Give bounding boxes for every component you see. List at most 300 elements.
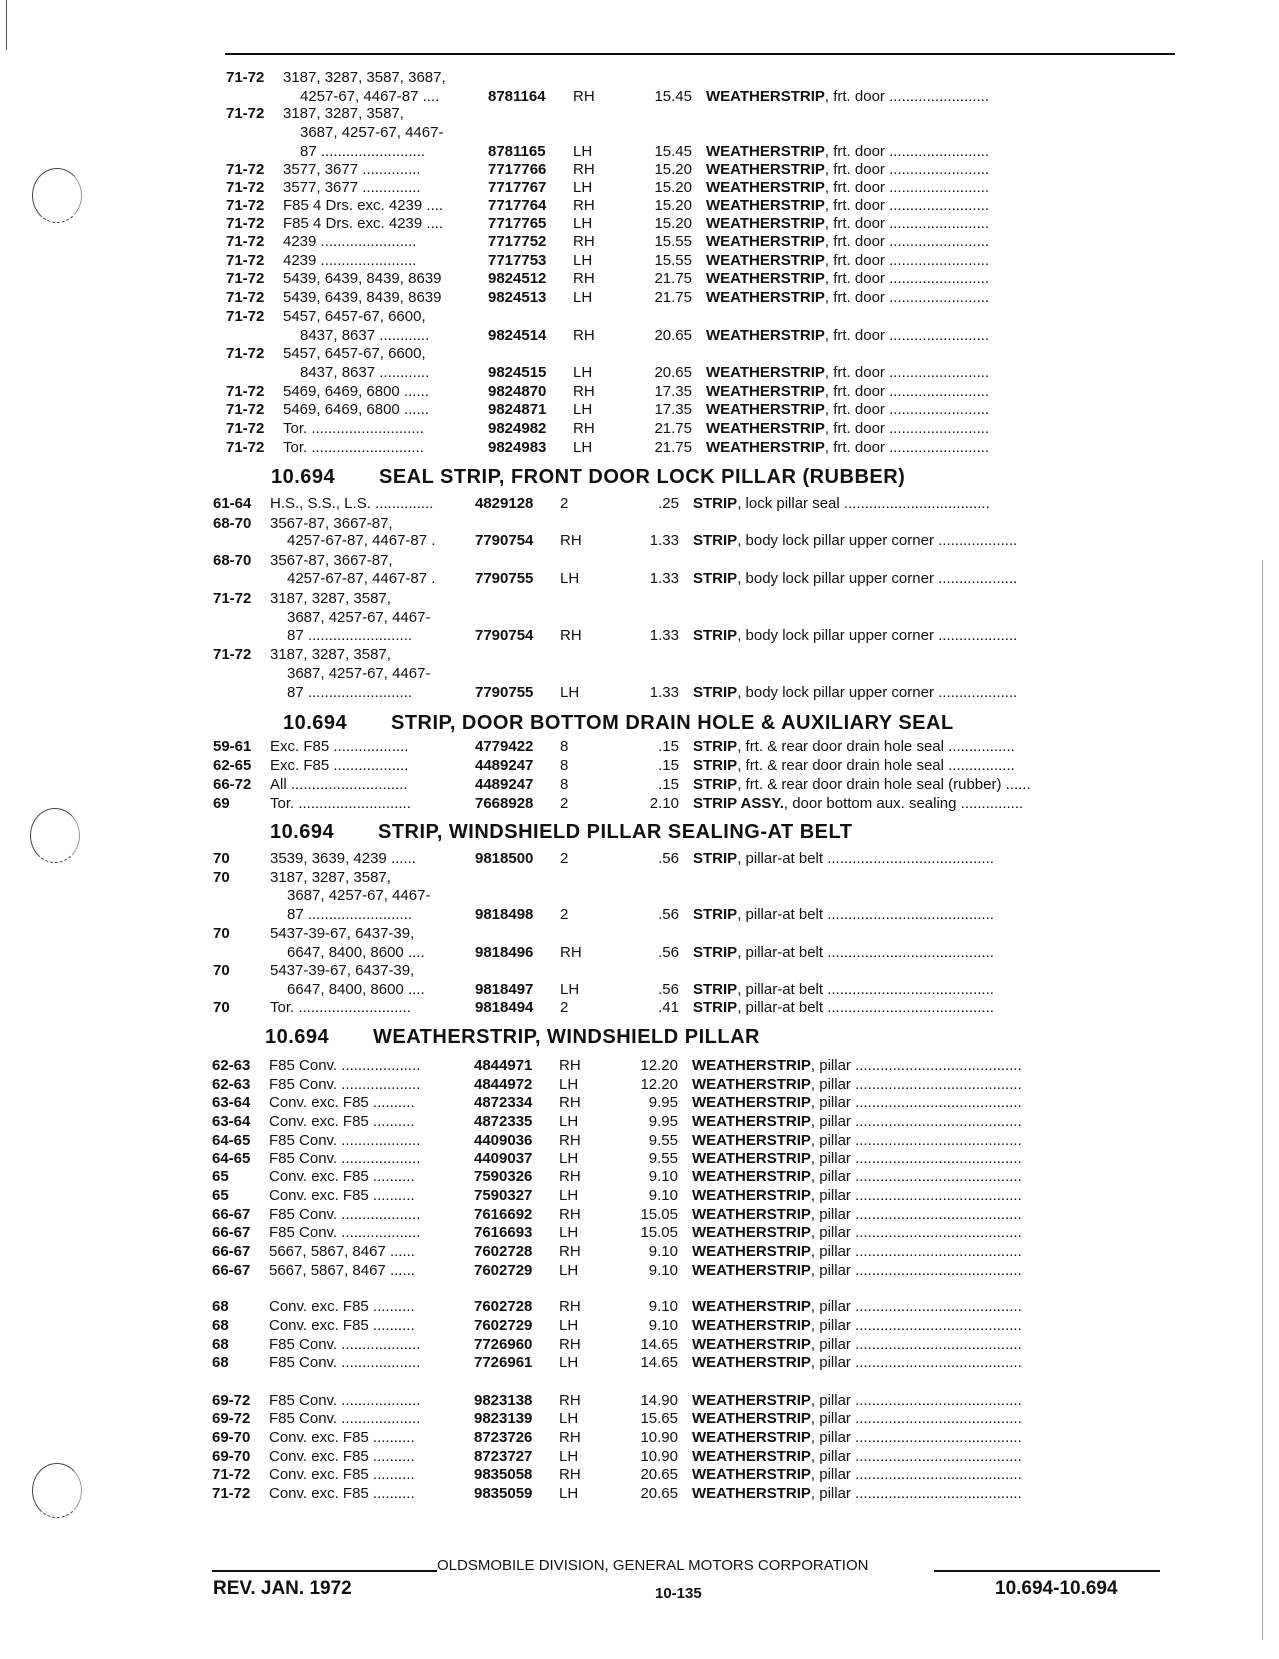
list-price: 1.33: [649, 570, 679, 587]
quantity-side: LH: [559, 1187, 579, 1204]
list-price: .25: [658, 495, 679, 512]
part-name-detail: , pillar-at belt ........................................: [737, 944, 994, 961]
model-description: Conv. exc. F85 ..........: [269, 1429, 415, 1446]
part-name-detail: , frt. door ........................: [824, 270, 990, 287]
model-year: 66-67: [212, 1243, 251, 1260]
table-row: [0, 495, 1279, 513]
part-name: [693, 795, 1170, 813]
part-name-detail: , pillar ........................................: [810, 1298, 1022, 1315]
model-description: Conv. exc. F85 ..........: [269, 1317, 415, 1334]
part-name-detail: , frt. door ........................: [824, 88, 990, 105]
model-description: 3687, 4257-67, 4467-: [287, 887, 431, 904]
model-description: 4257-67-87, 4467-87 .: [287, 532, 436, 549]
table-row: [0, 665, 1279, 683]
model-description: F85 Conv. ...................: [269, 1150, 421, 1167]
part-number: 8723727: [474, 1448, 533, 1465]
table-row: [0, 552, 1279, 570]
part-number: 9823139: [474, 1410, 533, 1427]
part-name-detail: , frt. door ........................: [824, 179, 990, 196]
part-number: 9818496: [475, 944, 534, 961]
list-price: 9.10: [648, 1168, 678, 1185]
list-price: 15.20: [654, 215, 692, 232]
part-number: 7717766: [488, 161, 547, 178]
part-name: [693, 570, 1170, 588]
list-price: 20.65: [654, 364, 692, 381]
part-name: [693, 944, 1170, 962]
model-year: 69-72: [212, 1410, 251, 1427]
list-price: 9.95: [648, 1094, 678, 1111]
part-number: 7717767: [488, 179, 547, 196]
model-year: 71-72: [212, 1466, 251, 1483]
table-row: [0, 1113, 1279, 1131]
quantity-side: LH: [560, 570, 580, 587]
model-description: Conv. exc. F85 ..........: [269, 1298, 415, 1315]
part-number: 9824982: [488, 420, 547, 437]
model-description: Exc. F85 ..................: [270, 757, 409, 774]
list-price: 20.65: [640, 1466, 678, 1483]
table-row: [0, 850, 1279, 868]
part-name-bold: WEATHERSTRIP: [706, 233, 825, 250]
list-price: 14.65: [640, 1336, 678, 1353]
part-name-bold: WEATHERSTRIP: [692, 1466, 811, 1483]
part-number: 7717752: [488, 233, 547, 250]
part-name-detail: , pillar ........................................: [810, 1466, 1022, 1483]
list-price: 12.20: [640, 1057, 678, 1074]
part-number: 9818494: [475, 999, 534, 1016]
table-row: [0, 401, 1279, 419]
table-row: [0, 1132, 1279, 1150]
part-name-bold: WEATHERSTRIP: [692, 1113, 811, 1130]
quantity-side: RH: [559, 1057, 581, 1074]
quantity-side: RH: [573, 270, 595, 287]
table-row: [0, 161, 1279, 179]
model-year: 71-72: [226, 105, 265, 122]
part-name-detail: , frt. & rear door drain hole seal ................: [737, 738, 1015, 755]
part-name: [706, 383, 1170, 401]
part-number: 9835059: [474, 1485, 533, 1502]
model-description: 6647, 8400, 8600 ....: [287, 981, 425, 998]
part-name-bold: WEATHERSTRIP: [706, 289, 825, 306]
model-year: 70: [213, 869, 230, 886]
part-name: [692, 1429, 1170, 1447]
quantity-side: RH: [573, 88, 595, 105]
model-year: 71-72: [226, 289, 265, 306]
table-row: [0, 420, 1279, 438]
table-row: [0, 1206, 1279, 1224]
model-description: 3687, 4257-67, 4467-: [287, 665, 431, 682]
list-price: 1.33: [649, 532, 679, 549]
model-year: 68-70: [213, 552, 252, 569]
quantity-side: RH: [559, 1132, 581, 1149]
model-year: 70: [213, 850, 230, 867]
model-year: 62-63: [212, 1057, 251, 1074]
quantity-side: LH: [573, 252, 593, 269]
model-description: 5437-39-67, 6437-39,: [270, 925, 415, 942]
section-number: 10.694: [265, 1026, 330, 1048]
quantity-side: LH: [559, 1076, 579, 1093]
part-name: [692, 1076, 1170, 1094]
table-row: [0, 570, 1279, 588]
table-row: [0, 327, 1279, 345]
quantity-side: LH: [559, 1150, 579, 1167]
model-description: F85 Conv. ...................: [269, 1224, 421, 1241]
list-price: 21.75: [654, 439, 692, 456]
model-year: 71-72: [213, 646, 252, 663]
part-name-detail: , pillar ........................................: [810, 1448, 1022, 1465]
list-price: 9.95: [648, 1113, 678, 1130]
list-price: .56: [658, 981, 679, 998]
part-number: 7616693: [474, 1224, 533, 1241]
part-name: [692, 1392, 1170, 1410]
quantity-side: LH: [559, 1354, 579, 1371]
part-name: [706, 401, 1170, 419]
model-description: 5457, 6457-67, 6600,: [283, 308, 426, 325]
part-number: 9818500: [475, 850, 534, 867]
part-number: 9824871: [488, 401, 547, 418]
part-name-bold: STRIP ASSY.: [693, 795, 784, 812]
model-year: 71-72: [226, 197, 265, 214]
model-description: 5667, 5867, 8467 ......: [269, 1262, 415, 1279]
part-name-bold: WEATHERSTRIP: [692, 1243, 811, 1260]
model-year: 70: [213, 962, 230, 979]
list-price: 20.65: [640, 1485, 678, 1502]
quantity-side: RH: [559, 1298, 581, 1315]
quantity-side: LH: [573, 289, 593, 306]
model-year: 65: [212, 1168, 229, 1185]
part-number: 7726960: [474, 1336, 533, 1353]
list-price: 9.10: [648, 1298, 678, 1315]
part-name-detail: , pillar ........................................: [810, 1410, 1022, 1427]
part-name-detail: , pillar-at belt ........................................: [737, 999, 994, 1016]
model-description: 3577, 3677 ..............: [283, 161, 421, 178]
part-name-bold: WEATHERSTRIP: [692, 1298, 811, 1315]
part-name-detail: , frt. door ........................: [824, 439, 990, 456]
part-name: [692, 1262, 1170, 1280]
quantity-side: LH: [573, 401, 593, 418]
model-year: 71-72: [226, 215, 265, 232]
table-row: [0, 364, 1279, 382]
part-name: [692, 1132, 1170, 1150]
model-description: F85 Conv. ...................: [269, 1132, 421, 1149]
model-description: F85 Conv. ...................: [269, 1076, 421, 1093]
part-name-detail: , frt. & rear door drain hole seal (rubber) ......: [737, 776, 1031, 793]
part-name-detail: , pillar ........................................: [810, 1392, 1022, 1409]
list-price: 21.75: [654, 420, 692, 437]
model-year: 71-72: [226, 439, 265, 456]
part-number: 7668928: [475, 795, 534, 812]
model-description: 3577, 3677 ..............: [283, 179, 421, 196]
quantity-side: 8: [560, 776, 569, 793]
footer-rule-right: [934, 1570, 1160, 1572]
quantity-side: 2: [560, 999, 569, 1016]
part-name-bold: STRIP: [693, 495, 738, 512]
part-number: 7726961: [474, 1354, 533, 1371]
part-name: [693, 495, 1170, 513]
model-year: 70: [213, 925, 230, 942]
part-name-bold: WEATHERSTRIP: [692, 1168, 811, 1185]
model-description: F85 Conv. ...................: [269, 1206, 421, 1223]
table-row: [0, 684, 1279, 702]
part-name-detail: , pillar ........................................: [810, 1336, 1022, 1353]
quantity-side: LH: [559, 1317, 579, 1334]
part-number: 7590326: [474, 1168, 533, 1185]
table-row: [0, 532, 1279, 550]
list-price: 21.75: [654, 289, 692, 306]
table-row: [0, 1354, 1279, 1372]
table-row: [0, 179, 1279, 197]
section-title: SEAL STRIP, FRONT DOOR LOCK PILLAR (RUBBER): [379, 466, 906, 488]
table-row: [0, 252, 1279, 270]
part-name-detail: , pillar-at belt ........................................: [737, 906, 994, 923]
model-year: 59-61: [213, 738, 252, 755]
model-description: 5469, 6469, 6800 ......: [283, 383, 429, 400]
list-price: 9.10: [648, 1262, 678, 1279]
model-description: Tor. ...........................: [270, 999, 411, 1016]
part-name: [692, 1057, 1170, 1075]
part-name: [706, 364, 1170, 382]
model-description: 87 .........................: [300, 143, 426, 160]
part-name-detail: , pillar ........................................: [810, 1150, 1022, 1167]
list-price: 2.10: [649, 795, 679, 812]
model-description: 87 .........................: [287, 906, 413, 923]
model-year: 69-70: [212, 1448, 251, 1465]
list-price: 9.10: [648, 1243, 678, 1260]
model-year: 69: [213, 795, 230, 812]
model-description: F85 4 Drs. exc. 4239 ....: [283, 197, 444, 214]
list-price: 15.55: [654, 252, 692, 269]
quantity-side: RH: [573, 327, 595, 344]
part-name-detail: , pillar-at belt ........................................: [737, 850, 994, 867]
model-description: F85 Conv. ...................: [269, 1392, 421, 1409]
list-price: 15.20: [654, 161, 692, 178]
table-row: [0, 776, 1279, 794]
table-row: [0, 1076, 1279, 1094]
table-row: [0, 105, 1279, 123]
model-description: 3187, 3287, 3587,: [283, 105, 404, 122]
model-description: 3567-87, 3667-87,: [270, 515, 393, 532]
part-name-bold: WEATHERSTRIP: [692, 1392, 811, 1409]
quantity-side: RH: [573, 233, 595, 250]
part-number: 8781165: [488, 143, 546, 160]
part-name: [693, 906, 1170, 924]
list-price: .15: [658, 757, 679, 774]
part-name: [692, 1168, 1170, 1186]
part-name-detail: , body lock pillar upper corner ...................: [737, 532, 1018, 549]
part-name-detail: , door bottom aux. sealing ...............: [783, 795, 1024, 812]
footer-rule-left: [212, 1570, 437, 1572]
part-name-bold: STRIP: [693, 776, 738, 793]
section-heading: [270, 821, 852, 844]
part-number: 7602729: [474, 1262, 533, 1279]
quantity-side: LH: [560, 684, 580, 701]
part-name-bold: WEATHERSTRIP: [706, 420, 825, 437]
part-name: [693, 850, 1170, 868]
part-name-bold: WEATHERSTRIP: [692, 1094, 811, 1111]
model-description: 5439, 6439, 8439, 8639: [283, 289, 442, 306]
list-price: 1.33: [649, 627, 679, 644]
list-price: 15.05: [640, 1206, 678, 1223]
part-number: 4409037: [474, 1150, 533, 1167]
quantity-side: LH: [573, 215, 593, 232]
model-year: 65: [212, 1187, 229, 1204]
part-name-detail: , pillar ........................................: [810, 1094, 1022, 1111]
part-number: 4872335: [474, 1113, 533, 1130]
table-row: [0, 887, 1279, 905]
quantity-side: RH: [573, 161, 595, 178]
quantity-side: RH: [559, 1243, 581, 1260]
table-row: [0, 981, 1279, 999]
part-number: 9824512: [488, 270, 547, 287]
part-number: 4844972: [474, 1076, 533, 1093]
part-name-detail: , frt. door ........................: [824, 327, 990, 344]
model-description: 3187, 3287, 3587,: [270, 869, 391, 886]
part-name-bold: WEATHERSTRIP: [692, 1150, 811, 1167]
table-row: [0, 1187, 1279, 1205]
part-name-bold: WEATHERSTRIP: [692, 1429, 811, 1446]
list-price: 15.20: [654, 197, 692, 214]
list-price: 15.45: [654, 143, 692, 160]
list-price: .56: [658, 906, 679, 923]
model-year: 71-72: [213, 590, 252, 607]
part-name-bold: WEATHERSTRIP: [692, 1410, 811, 1427]
part-name-bold: WEATHERSTRIP: [706, 252, 825, 269]
table-row: [0, 1094, 1279, 1112]
model-description: 5667, 5867, 8467 ......: [269, 1243, 415, 1260]
part-number: 4489247: [475, 757, 534, 774]
table-row: [0, 124, 1279, 142]
part-name-detail: , pillar ........................................: [810, 1429, 1022, 1446]
part-name-detail: , pillar ........................................: [810, 1168, 1022, 1185]
part-number: 7717764: [488, 197, 547, 214]
table-row: [0, 590, 1279, 608]
table-row: [0, 69, 1279, 87]
quantity-side: LH: [559, 1262, 579, 1279]
part-name-detail: , pillar ........................................: [810, 1206, 1022, 1223]
part-name: [706, 88, 1170, 106]
part-name-detail: , body lock pillar upper corner ...................: [737, 627, 1018, 644]
model-year: 68: [212, 1317, 229, 1334]
model-year: 70: [213, 999, 230, 1016]
model-year: 63-64: [212, 1094, 251, 1111]
part-name-detail: , pillar ........................................: [810, 1485, 1022, 1502]
part-number: 9824983: [488, 439, 547, 456]
quantity-side: RH: [559, 1168, 581, 1185]
section-number: 10.694: [270, 821, 335, 843]
part-name-detail: , pillar ........................................: [810, 1113, 1022, 1130]
part-name-bold: WEATHERSTRIP: [692, 1224, 811, 1241]
part-name-bold: WEATHERSTRIP: [706, 143, 825, 160]
part-name-detail: , frt. door ........................: [824, 364, 990, 381]
table-row: [0, 1317, 1279, 1335]
model-description: Conv. exc. F85 ..........: [269, 1094, 415, 1111]
quantity-side: RH: [560, 944, 582, 961]
part-name: [692, 1150, 1170, 1168]
model-description: 4239 .......................: [283, 233, 417, 250]
part-name: [706, 197, 1170, 215]
table-row: [0, 197, 1279, 215]
model-description: Conv. exc. F85 ..........: [269, 1466, 415, 1483]
quantity-side: RH: [559, 1466, 581, 1483]
part-name-bold: WEATHERSTRIP: [706, 364, 825, 381]
part-name-detail: , frt. door ........................: [824, 252, 990, 269]
list-price: 20.65: [654, 327, 692, 344]
part-name-detail: , frt. door ........................: [824, 215, 990, 232]
model-year: 68-70: [213, 515, 252, 532]
part-name-detail: , body lock pillar upper corner ...................: [737, 684, 1018, 701]
part-name: [693, 757, 1170, 775]
part-number: 7602729: [474, 1317, 533, 1334]
part-name: [706, 233, 1170, 251]
part-name-detail: , pillar ........................................: [810, 1354, 1022, 1371]
part-name-detail: , frt. door ........................: [824, 401, 990, 418]
model-year: 71-72: [226, 179, 265, 196]
model-description: Tor. ...........................: [283, 439, 424, 456]
part-name-bold: WEATHERSTRIP: [692, 1057, 811, 1074]
part-name: [693, 738, 1170, 756]
part-name: [692, 1410, 1170, 1428]
model-year: 68: [212, 1336, 229, 1353]
table-row: [0, 439, 1279, 457]
list-price: 9.55: [648, 1132, 678, 1149]
model-year: 66-67: [212, 1206, 251, 1223]
part-name-bold: STRIP: [693, 738, 738, 755]
part-name-detail: , pillar ........................................: [810, 1224, 1022, 1241]
page-number: 10-135: [655, 1585, 702, 1602]
part-name-bold: STRIP: [693, 850, 738, 867]
part-name-detail: , pillar ........................................: [810, 1243, 1022, 1260]
model-year: 62-65: [213, 757, 252, 774]
part-name: [693, 981, 1170, 999]
table-row: [0, 1336, 1279, 1354]
part-name-bold: WEATHERSTRIP: [692, 1485, 811, 1502]
part-name: [706, 420, 1170, 438]
part-name-bold: WEATHERSTRIP: [692, 1448, 811, 1465]
list-price: 15.55: [654, 233, 692, 250]
table-row: [0, 143, 1279, 161]
part-name-bold: WEATHERSTRIP: [692, 1262, 811, 1279]
part-name-bold: WEATHERSTRIP: [706, 161, 825, 178]
part-name: [692, 1243, 1170, 1261]
part-number: 7590327: [474, 1187, 533, 1204]
list-price: .15: [658, 776, 679, 793]
quantity-side: 2: [560, 495, 569, 512]
part-name: [692, 1336, 1170, 1354]
top-rule: [225, 53, 1175, 55]
part-number: 4872334: [474, 1094, 533, 1111]
part-name-detail: , frt. door ........................: [824, 289, 990, 306]
quantity-side: LH: [573, 179, 593, 196]
list-price: 15.20: [654, 179, 692, 196]
quantity-side: RH: [559, 1206, 581, 1223]
part-name-detail: , frt. door ........................: [824, 161, 990, 178]
table-row: [0, 738, 1279, 756]
model-year: 71-72: [226, 345, 265, 362]
part-number: 4779422: [475, 738, 534, 755]
model-year: 71-72: [226, 69, 265, 86]
table-row: [0, 944, 1279, 962]
part-name: [692, 1206, 1170, 1224]
quantity-side: LH: [559, 1448, 579, 1465]
model-year: 66-72: [213, 776, 252, 793]
part-name-bold: WEATHERSTRIP: [706, 327, 825, 344]
part-name-bold: WEATHERSTRIP: [692, 1206, 811, 1223]
part-number: 9835058: [474, 1466, 533, 1483]
model-year: 62-63: [212, 1076, 251, 1093]
section-heading: [271, 466, 905, 489]
table-row: [0, 215, 1279, 233]
part-name-bold: WEATHERSTRIP: [706, 179, 825, 196]
list-price: .56: [658, 850, 679, 867]
